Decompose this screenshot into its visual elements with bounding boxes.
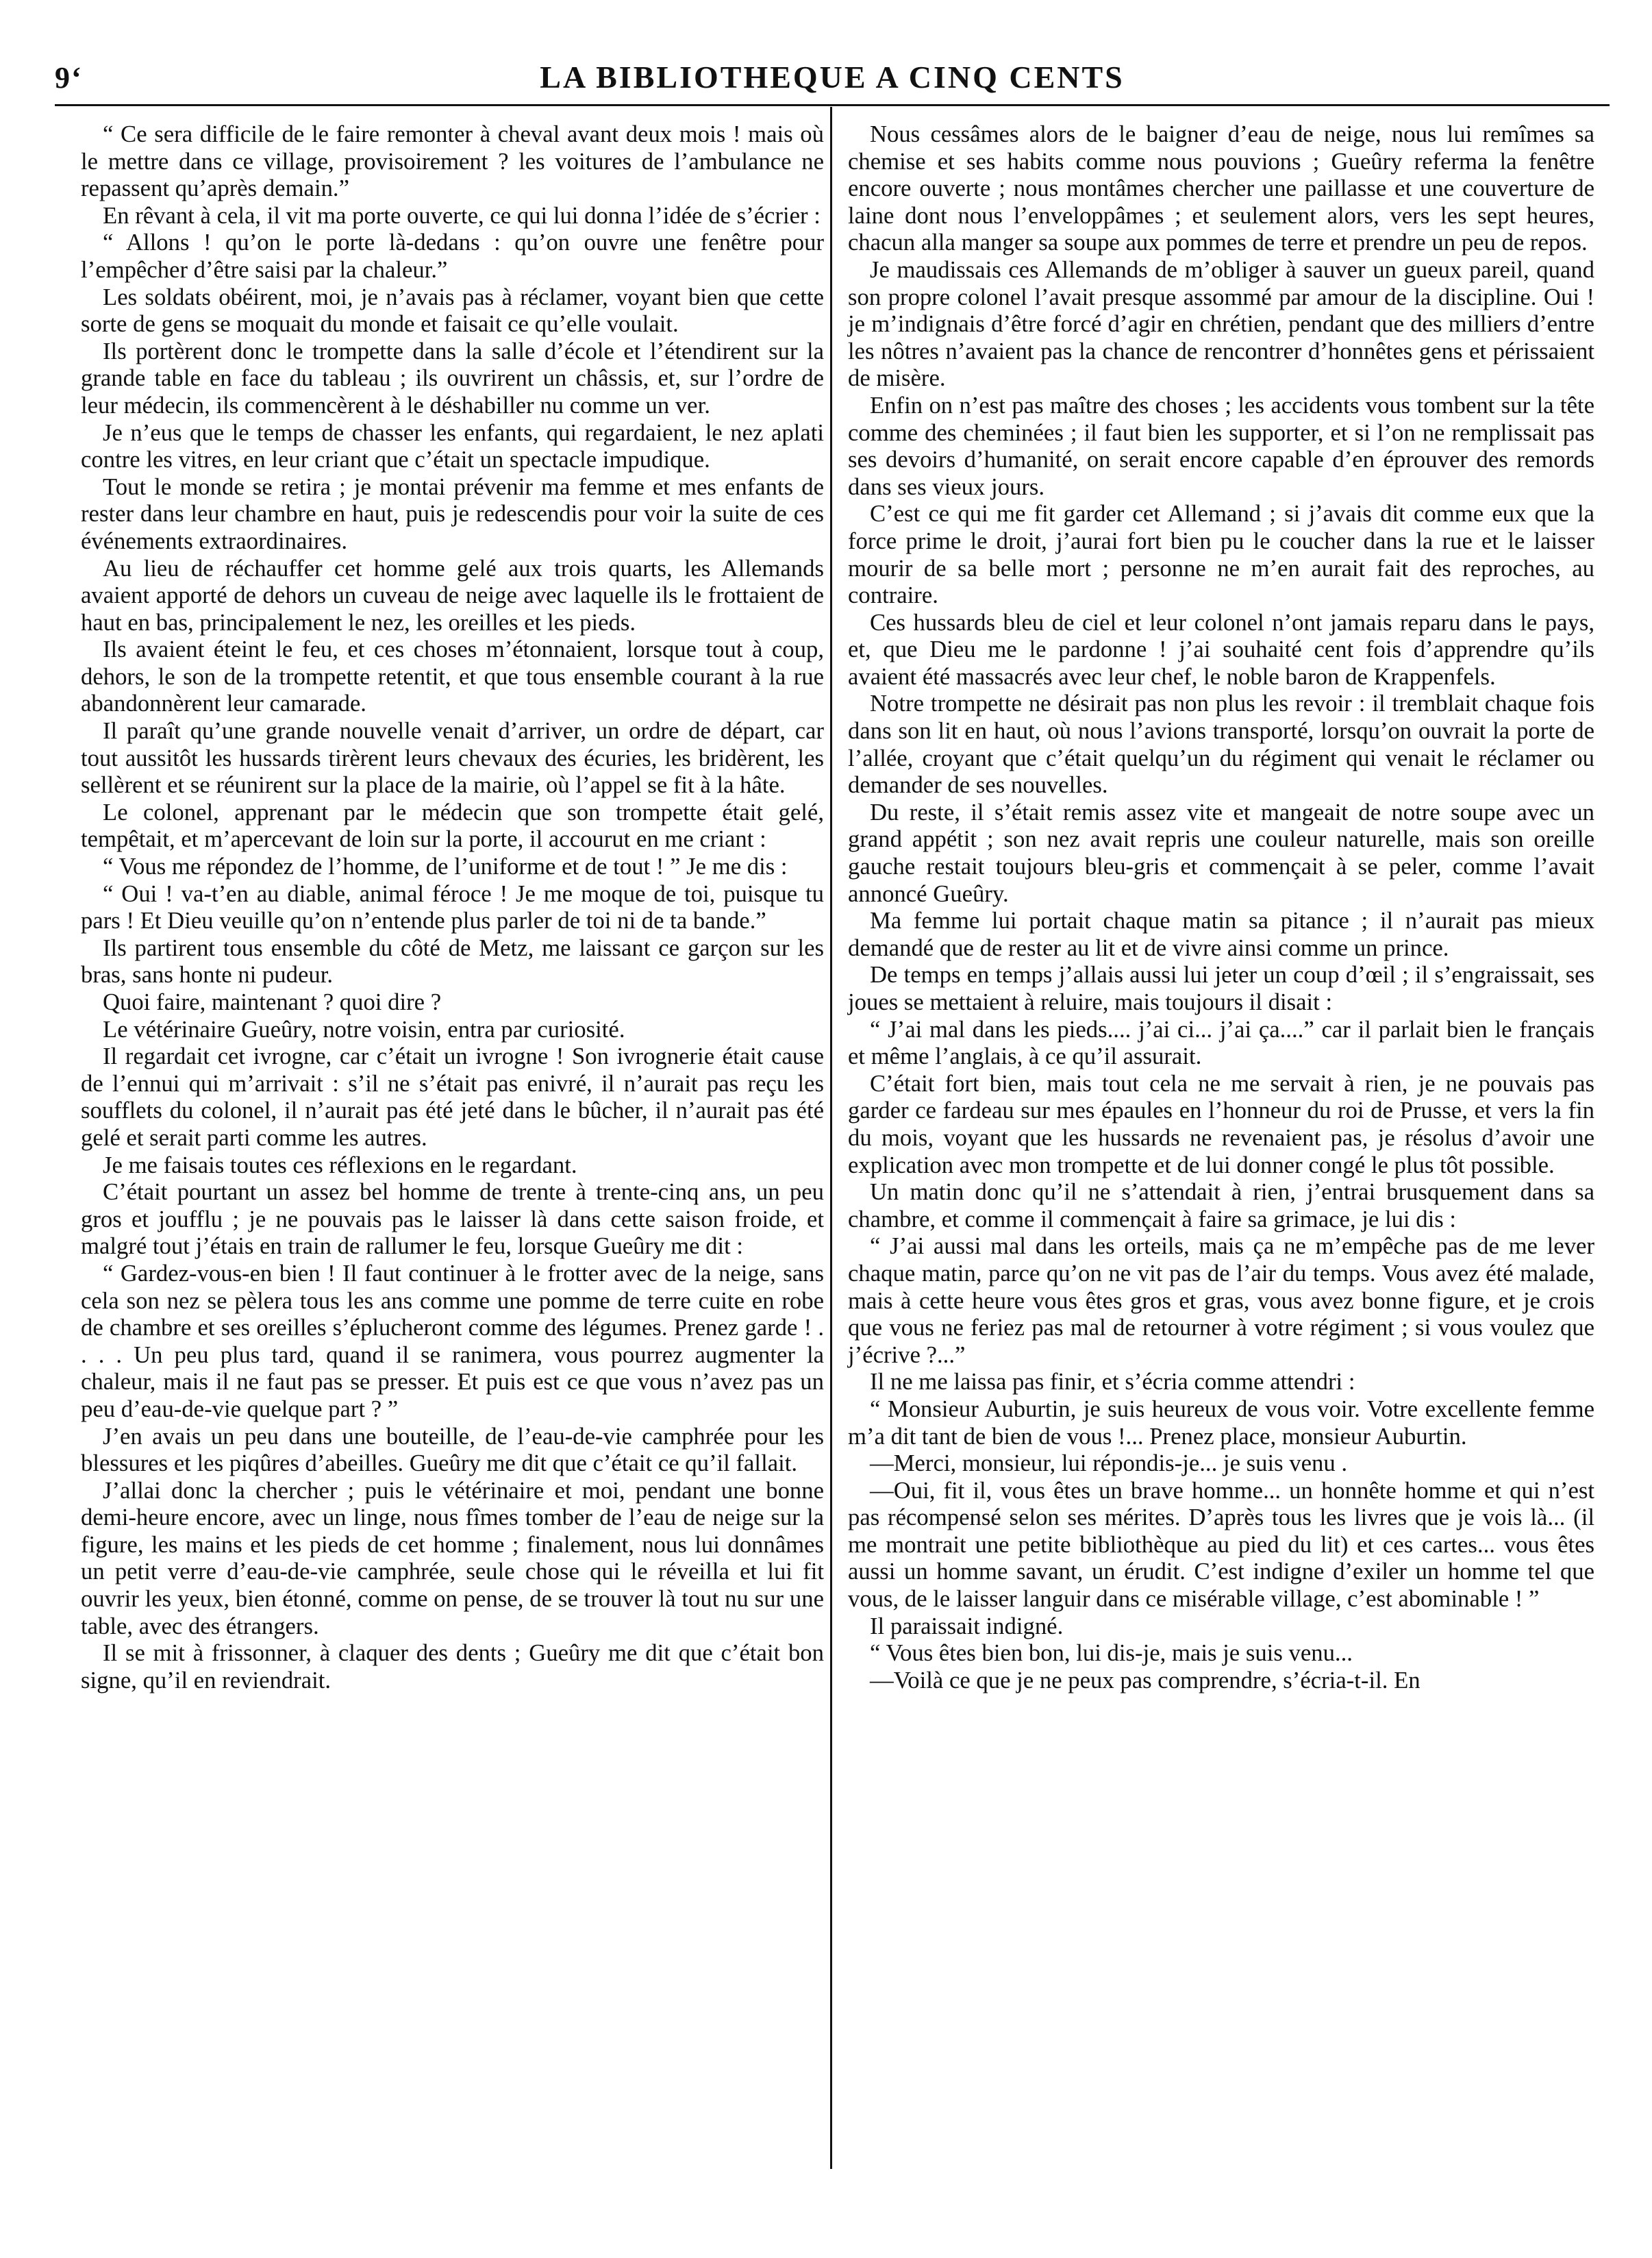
paragraph: Ces hussards bleu de ciel et leur colonel n’ont jamais reparu dans le pays, et, que Dieu me le pardonne ! j’ai souhaité cent fois d’apprendre qu’ils avaient été massacrés avec leur chef, le noble baron de Krappenfels. (848, 608, 1594, 690)
paragraph: —Merci, monsieur, lui répondis-je... je suis venu . (870, 1450, 1348, 1477)
paragraph: “ Monsieur Auburtin, je suis heureux de vous voir. Votre excellente femme m’a dit tant de bien de vous !... Prenez place, monsieur Auburtin. (848, 1395, 1594, 1450)
paragraph: “ Oui ! va-t’en au diable, animal féroce ! Je me moque de toi, puisque tu pars ! Et Dieu veuille qu’on n’entende plus parler de toi ni de ta bande.” (81, 880, 824, 934)
paragraph: Notre trompette ne désirait pas non plus les revoir : il tremblait chaque fois dans son lit en haut, où nous l’avions transporté, lorsqu’on ouvrait la porte de l’allée, croyant que c’était quelqu’un du régiment qui venait le réclamer ou demander de ses nouvelles. (848, 690, 1594, 799)
paragraph: Il paraissait indigné. (870, 1612, 1064, 1639)
paragraph: Il se mit à frissonner, à claquer des dents ; Gueûry me dit que c’était bon signe, qu’il en reviendrait. (81, 1639, 824, 1694)
paragraph: Je me faisais toutes ces réflexions en le regardant. (103, 1151, 577, 1178)
paragraph: Enfin on n’est pas maître des choses ; les accidents vous tombent sur la tête comme des cheminées ; il faut bien les supporter, et si l’on ne remplissait pas ses devoirs d’humanité, on serait encore capable d’en éprouver des remords dans ses vieux jours. (848, 391, 1594, 500)
paragraph: Il paraît qu’une grande nouvelle venait d’arriver, un ordre de départ, car tout aussitôt les hussards tirèrent leurs chevaux des écuries, les bridèrent, les sellèrent et se réunirent sur la place de la mairie, où l’appel se fit à la hâte. (81, 717, 824, 799)
paragraph: Ma femme lui portait chaque matin sa pitance ; il n’aurait pas mieux demandé que de rester au lit et de vivre ainsi comme un prince. (848, 907, 1594, 961)
paragraph: Ils portèrent donc le trompette dans la salle d’école et l’étendirent sur la grande table en face du tableau ; ils ouvrirent un châssis, et, sur l’ordre de leur médecin, ils commencèrent à le déshabiller nu comme un ver. (81, 337, 824, 419)
paragraph: “ Vous me répondez de l’homme, de l’uniforme et de tout ! ” Je me dis : (103, 853, 788, 880)
paragraph: —Voilà ce que je ne peux pas comprendre, s’écria-t-il. En (870, 1666, 1421, 1694)
paragraph: J’en avais un peu dans une bouteille, de l’eau-de-vie camphrée pour les blessures et les piqûres d’abeilles. Gueûry me dit que c’était ce qu’il fallait. (81, 1422, 824, 1477)
paragraph: —Oui, fit il, vous êtes un brave homme... un honnête homme et qui n’est pas récompensé selon ses mérites. D’après tous les livres que je vois là... (il me montrait une petite bibliothèque au pied du lit) et ces cartes... vous êtes aussi un homme savant, un érudit. C’est indigne d’exiler un homme tel que vous, de le laisser languir dans ce misérable village, c’est abominable ! ” (848, 1476, 1594, 1613)
paragraph: “ J’ai mal dans les pieds.... j’ai ci... j’ai ça....” car il parlait bien le français et même l’anglais, à ce qu’il assurait. (848, 1015, 1594, 1070)
column-divider (830, 107, 832, 2169)
text-column-right (848, 121, 1594, 1694)
paragraph: Il regardait cet ivrogne, car c’était un ivrogne ! Son ivrognerie était cause de l’ennui qui m’arrivait : s’il ne s’était pas enivré, il n’aurait pas reçu les soufflets du colonel, il n’aurait pas été jeté dans le bûcher, il n’aurait pas été gelé et serait parti comme les autres. (81, 1043, 824, 1151)
paragraph: Ils avaient éteint le feu, et ces choses m’étonnaient, lorsque tout à coup, dehors, le son de la trompette retentit, et que tous ensemble courant à la rue abandonnèrent leur camarade. (81, 636, 824, 717)
paragraph: Je maudissais ces Allemands de m’obliger à sauver un gueux pareil, quand son propre colonel l’avait presque assommé par amour de la discipline. Oui ! je m’indignais d’être forcé d’agir en chrétien, pendant que des milliers d’entre les nôtres n’avaient pas la chance de rencontrer d’honnêtes gens et périssaient de misère. (848, 256, 1594, 392)
journal-title: LA BIBLIOTHEQUE A CINQ CENTS (540, 60, 1125, 95)
paragraph: Les soldats obéirent, moi, je n’avais pas à réclamer, voyant bien que cette sorte de gens se moquait du monde et faisait ce qu’elle voulait. (81, 283, 824, 338)
page-number: 9‘ (55, 61, 83, 95)
paragraph: C’était fort bien, mais tout cela ne me servait à rien, je ne pouvais pas garder ce fardeau sur mes épaules en l’honneur du roi de Prusse, et vers la fin du mois, voyant que les hussards ne revenaient pas, je résolus d’avoir une explication avec mon trompette et de lui donner congé le plus tôt possible. (848, 1069, 1594, 1178)
paragraph: J’allai donc la chercher ; puis le vétérinaire et moi, pendant une bonne demi-heure encore, avec un linge, nous fîmes tomber de l’eau de neige sur la figure, les mains et les pieds de cet homme ; finalement, nous lui donnâmes un petit verre d’eau-de-vie camphrée, seule chose qui le réveilla et lui fit ouvrir les yeux, bien étonné, comme on pense, de se trouver là tout nu sur une table, avec des étrangers. (81, 1476, 824, 1639)
paragraph: Je n’eus que le temps de chasser les enfants, qui regardaient, le nez aplati contre les vitres, en leur criant que c’était un spectacle impudique. (81, 419, 824, 473)
page-header (55, 52, 1610, 100)
paragraph: “ J’ai aussi mal dans les orteils, mais ça ne m’empêche pas de me lever chaque matin, parce qu’on ne vit pas de l’air du temps. Vous avez été malade, mais à cette heure vous êtes gros et gras, vous avez bonne figure, et je crois que vous ne feriez pas mal de retourner à votre régiment ; si vous voulez que j’écrive ?...” (848, 1232, 1594, 1368)
paragraph: Il ne me laissa pas finir, et s’écria comme attendri : (870, 1368, 1355, 1395)
paragraph: Ils partirent tous ensemble du côté de Metz, me laissant ce garçon sur les bras, sans honte ni pudeur. (81, 934, 824, 989)
paragraph: Un matin donc qu’il ne s’attendait à rien, j’entrai brusquement dans sa chambre, et comme il commençait à faire sa grimace, je lui dis : (848, 1178, 1594, 1232)
paragraph: Le colonel, apprenant par le médecin que son trompette était gelé, tempêtait, et m’apercevant de loin sur la porte, il accourut en me criant : (81, 798, 824, 853)
paragraph: Quoi faire, maintenant ? quoi dire ? (103, 989, 442, 1015)
paragraph: C’est ce qui me fit garder cet Allemand ; si j’avais dit comme eux que la force prime le droit, j’aurai fort bien pu le coucher dans la rue et le laisser mourir de sa belle mort ; personne ne m’en aurait fait des reproches, au contraire. (848, 500, 1594, 609)
paragraph: De temps en temps j’allais aussi lui jeter un coup d’œil ; il s’engraissait, ses joues se mettaient à reluire, mais toujours il disait : (848, 961, 1594, 1015)
paragraph: Le vétérinaire Gueûry, notre voisin, entra par curiosité. (103, 1015, 625, 1043)
header-rule (55, 104, 1610, 106)
paragraph: En rêvant à cela, il vit ma porte ouverte, ce qui lui donna l’idée de s’écrier : (103, 201, 821, 229)
paragraph: Nous cessâmes alors de le baigner d’eau de neige, nous lui remîmes sa chemise et ses habits comme nous pouvions ; Gueûry referma la fenêtre encore ouverte ; nous montâmes chercher une paillasse et une couverture de laine dont nous l’enveloppâmes ; et seulement alors, vers les sept heures, chacun alla manger sa soupe aux pommes de terre et prendre un peu de repos. (848, 121, 1594, 256)
paragraph: “ Allons ! qu’on le porte là-dedans : qu’on ouvre une fenêtre pour l’empêcher d’être saisi par la chaleur.” (81, 229, 824, 283)
paragraph: “ Vous êtes bien bon, lui dis-je, mais je suis venu... (870, 1639, 1353, 1667)
paragraph: Au lieu de réchauffer cet homme gelé aux trois quarts, les Allemands avaient apporté de dehors un cuveau de neige avec laquelle ils le frottaient de haut en bas, principalement le nez, les oreilles et les pieds. (81, 554, 824, 636)
paragraph: Du reste, il s’était remis assez vite et mangeait de notre soupe avec un grand appétit ; son nez avait repris une couleur naturelle, mais son oreille gauche restait toujours bleu-gris et commençait à se peler, comme l’avait annoncé Gueûry. (848, 798, 1594, 907)
paragraph: C’était pourtant un assez bel homme de trente à trente-cinq ans, un peu gros et joufflu ; je ne pouvais pas le laisser là dans cette saison froide, et malgré tout j’étais en train de rallumer le feu, lorsque Gueûry me dit : (81, 1178, 824, 1260)
text-column-left (81, 121, 824, 1694)
paragraph: Tout le monde se retira ; je montai prévenir ma femme et mes enfants de rester dans leur chambre en haut, puis je redescendis pour voir la suite de ces événements extraordinaires. (81, 473, 824, 554)
paragraph: “ Ce sera difficile de le faire remonter à cheval avant deux mois ! mais où le mettre dans ce village, provisoirement ? les voitures de l’ambulance ne repassent qu’après demain.” (81, 121, 824, 202)
paragraph: “ Gardez-vous-en bien ! Il faut continuer à le frotter avec de la neige, sans cela son nez se pèlera tous les ans comme une pomme de terre cuite en robe de chambre et ses oreilles s’éplucheront comme des légumes. Prenez garde ! . . . . Un peu plus tard, quand il se ranimera, vous pourrez augmenter la chaleur, mais il ne faut pas se presser. Et puis est ce que vous n’avez pas un peu d’eau-de-vie quelque part ? ” (81, 1259, 824, 1422)
